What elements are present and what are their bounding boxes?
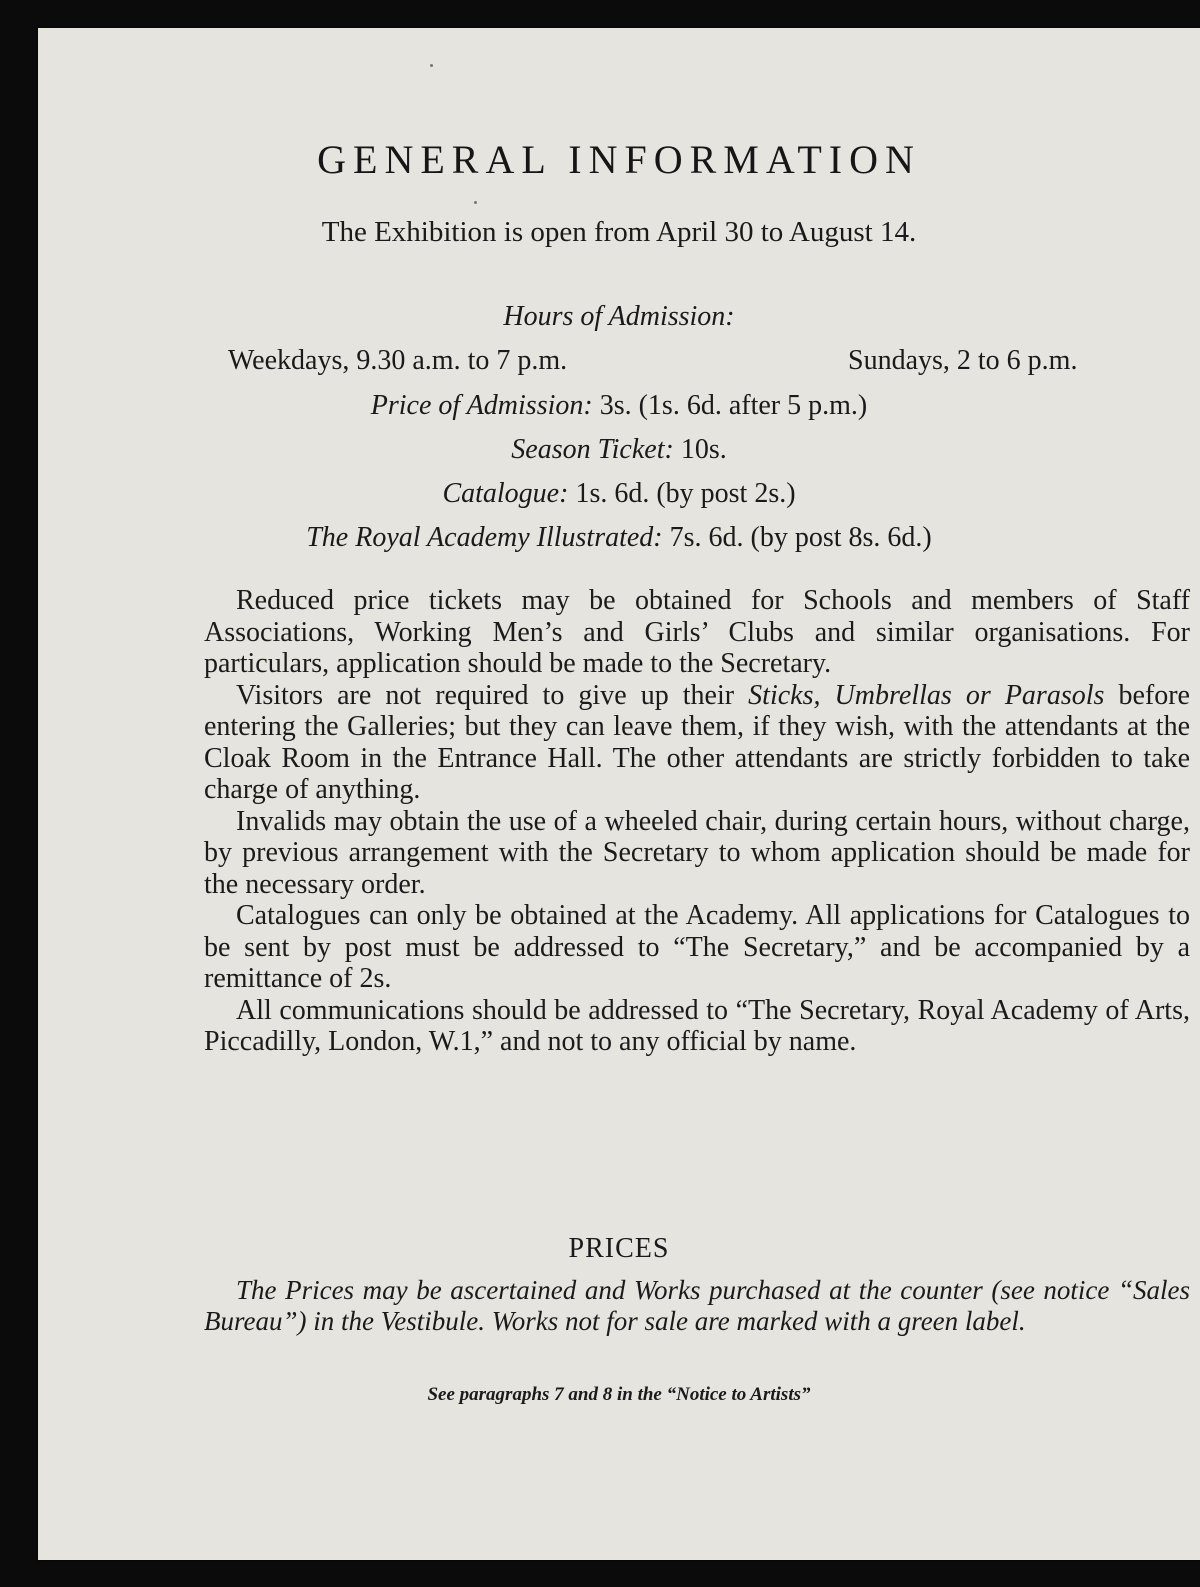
paragraph-catalogues: Catalogues can only be obtained at the Academy. All applications for Catalogues to be sent by post must be addressed to “The Secretary,” and be accompanied by a remittance of 2s.	[204, 900, 1190, 994]
prices-text-block	[204, 1275, 1190, 1337]
prices-heading: PRICES	[568, 1233, 670, 1264]
paragraph-visitors	[204, 680, 1190, 806]
hours-heading: Hours of Admission:	[503, 301, 735, 332]
season-ticket	[38, 434, 1200, 466]
sunday-hours: Sundays, 2 to 6 p.m.	[848, 345, 1078, 376]
admission-price	[38, 390, 1200, 422]
catalogue-label: Catalogue:	[442, 478, 569, 509]
page-title: GENERAL INFORMATION	[317, 137, 921, 182]
print-speck	[430, 64, 433, 67]
weekday-hours: Weekdays, 9.30 a.m. to 7 p.m.	[228, 345, 568, 376]
visitors-text-2: before entering the Galleries; but they can leave them, if they wish, with the attendants at the Cloak Room in the Entrance Hall. The other attendants are strictly forbidden to take charge of anything.	[204, 679, 1190, 805]
visitors-emphasis-2: Parasols	[1004, 679, 1105, 711]
visitors-text-1: Visitors are not required to give up their	[236, 679, 749, 711]
catalogue-price	[38, 478, 1200, 510]
paragraph-reduced-price: Reduced price tickets may be obtained for Schools and members of Staff Associations, Working Men’s and Girls’ Clubs and similar organisations. For particulars, application should be made to the Secretary.	[204, 585, 1190, 679]
document-page	[38, 28, 1200, 1560]
open-dates: The Exhibition is open from April 30 to August 14.	[321, 216, 917, 248]
admission-price-value: 3s. (1s. 6d. after 5 p.m.)	[592, 390, 868, 421]
visitors-emphasis-1: Sticks, Umbrellas	[748, 679, 952, 711]
season-ticket-value: 10s.	[673, 434, 727, 465]
season-ticket-label: Season Ticket:	[511, 434, 674, 465]
admission-price-label: Price of Admission:	[370, 390, 593, 421]
illustrated-value: 7s. 6d. (by post 8s. 6d.)	[662, 522, 932, 553]
illustrated-label: The Royal Academy Illustrated:	[306, 522, 663, 553]
print-speck	[474, 201, 477, 204]
information-paragraphs	[204, 585, 1190, 1058]
prices-text: The Prices may be ascertained and Works purchased at the counter (see notice “Sales Bureau”) in the Vestibule. Works not for sale are marked with a green label.	[204, 1275, 1190, 1336]
paragraph-invalids: Invalids may obtain the use of a wheeled chair, during certain hours, without charge, by previous arrangement with the Secretary to whom application should be made for the necessary order.	[204, 805, 1190, 900]
footnote: See paragraphs 7 and 8 in the “Notice to Artists”	[427, 1384, 811, 1405]
illustrated-price	[38, 522, 1200, 554]
visitors-or: or	[951, 679, 1005, 711]
catalogue-value: 1s. 6d. (by post 2s.)	[568, 478, 796, 509]
paragraph-communications: All communications should be addressed to “The Secretary, Royal Academy of Arts, Piccadilly, London, W.1,” and not to any official by name.	[204, 994, 1190, 1057]
